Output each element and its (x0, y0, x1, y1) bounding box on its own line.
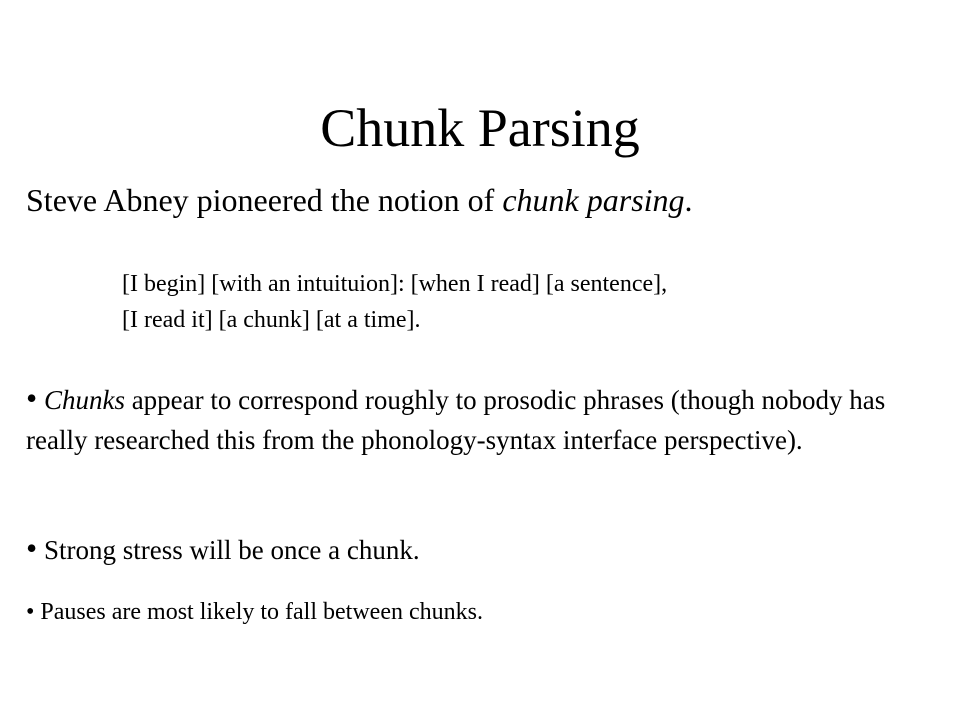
intro-sentence (26, 180, 693, 220)
bullet-text: appear to correspond roughly to prosodic phrases (though nobody has really researched this from the phonology-syntax interface perspective). (26, 385, 886, 455)
bullet-text: Strong stress will be once a chunk. (43, 535, 420, 565)
quote-line-1: [I begin] [with an intuituion]: [when I read] [a sentence], (122, 271, 668, 297)
abney-quote (122, 266, 667, 338)
bullet-marker: • (26, 530, 38, 566)
bullet-text: Pauses are most likely to fall between chunks. (40, 599, 483, 625)
bullet-strong-stress (26, 528, 420, 570)
slide-title: Chunk Parsing (320, 98, 640, 158)
bullet-emphasis: Chunks (43, 385, 125, 415)
quote-line-2: [I read it] [a chunk] [at a time]. (122, 307, 421, 333)
bullet-chunks-prosody (26, 378, 942, 460)
intro-prefix: Steve Abney pioneered the notion of (26, 182, 503, 218)
bullet-marker: • (26, 599, 35, 625)
bullet-pauses (26, 594, 483, 630)
intro-suffix: . (684, 182, 693, 218)
bullet-marker: • (26, 380, 38, 416)
intro-emphasis: chunk parsing (502, 182, 685, 218)
